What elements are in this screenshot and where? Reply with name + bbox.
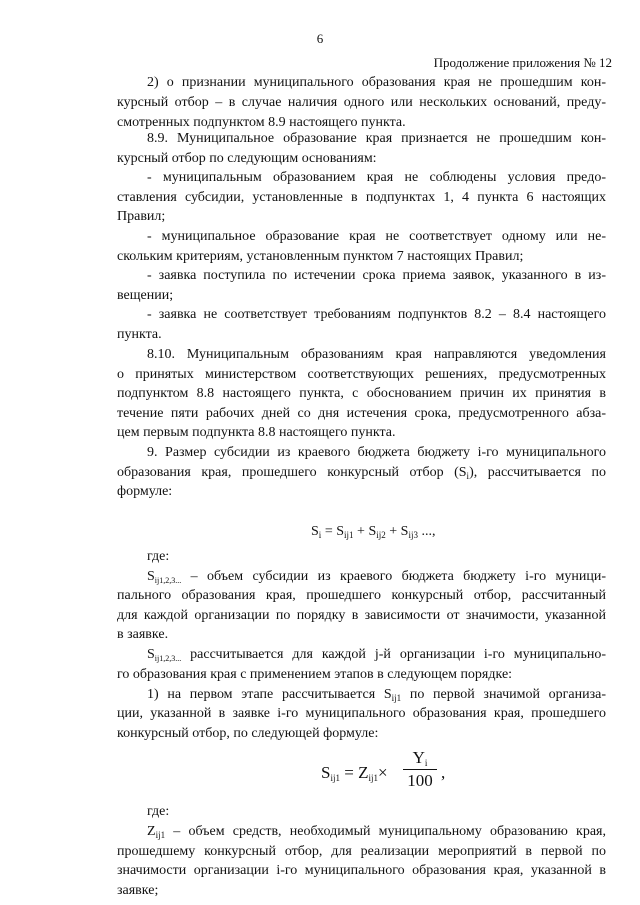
symbol: Y — [412, 748, 425, 767]
subscript: ij1,2,3... — [154, 576, 182, 585]
subscript: ij1 — [368, 773, 378, 783]
operator: + — [353, 524, 369, 539]
symbol: S — [311, 524, 319, 539]
operator: = — [321, 524, 337, 539]
symbol: S — [336, 524, 345, 539]
times-sign: × — [377, 763, 388, 782]
subscript: i — [424, 758, 428, 768]
formula-lhs — [321, 763, 388, 783]
subscript: i — [318, 530, 322, 540]
fraction-numerator — [401, 748, 439, 768]
text-fragment: ), рассчитывается по — [469, 465, 606, 480]
text-fragment: – объем субсидии из краевого бюджета бюджету i-го муници- — [181, 569, 606, 584]
text-line: подпунктом 8.8 настоящего пункта, с обоснованием причин их принятия в — [117, 386, 606, 401]
text-line: цем первым подпункта 8.8 настоящего пункта. — [117, 425, 396, 440]
text-line: 9. Размер субсидии из краевого бюджета бюджету i-го муниципального — [147, 445, 606, 460]
text-line: значимости организации i-го муниципального образования края, указанной в — [117, 863, 606, 878]
text-fragment: по первой значимой организа- — [401, 687, 606, 702]
subscript: ij3 — [408, 530, 418, 540]
text-line: - заявка не соответствует требованиям подпунктов 8.2 – 8.4 настоящего — [147, 307, 606, 322]
text-line: пального образования края, прошедшего конкурсный отбор, рассчитанный — [117, 588, 606, 603]
subscript: ij2 — [376, 530, 386, 540]
text-line: где: — [147, 804, 170, 819]
text-line: - заявка поступила по истечении срока приема заявок, указанного в из- — [147, 268, 606, 283]
symbol: S — [147, 569, 155, 584]
text-line: 8.10. Муниципальным образованиям края направляются уведомления — [147, 347, 606, 362]
subscript: ij1 — [391, 693, 402, 703]
formula-comma: , — [441, 763, 446, 782]
text-line: в заявке. — [117, 627, 169, 642]
page-number: 6 — [316, 31, 324, 46]
text-line: смотренных подпунктом 8.9 настоящего пункта. — [117, 115, 406, 130]
symbol: S — [147, 647, 155, 662]
text-fragment: – объем средств, необходимый муниципальному образованию края, — [165, 824, 606, 839]
text-line: о принятых министерством соответствующих решениях, предусмотренных — [117, 367, 606, 382]
text-line: го образования края с применением этапов в следующем порядке: — [117, 667, 513, 682]
subscript: ij1 — [330, 773, 340, 783]
text-line — [147, 568, 606, 585]
symbol: S — [400, 524, 409, 539]
appendix-note: Продолжение приложения № 12 — [433, 55, 612, 70]
subscript: ij1 — [344, 530, 354, 540]
text-line: для каждой организации по порядку в зависимости от значимости, указанной — [117, 608, 606, 623]
subscript: i — [466, 471, 470, 481]
formula-subsidy-sum — [311, 524, 435, 540]
symbol: S — [368, 524, 377, 539]
text-line: курсный отбор – в случае наличия одного или нескольких оснований, преду- — [117, 95, 606, 110]
symbol: Z — [147, 824, 156, 839]
text-line: Правил; — [117, 209, 166, 224]
text-line: 8.9. Муниципальное образование края признается не прошедшим кон- — [147, 131, 606, 146]
subscript: ij1,2,3... — [154, 654, 182, 663]
formula-first-stage — [321, 748, 451, 792]
text-fragment: 1) на первом этапе рассчитывается S — [147, 687, 392, 702]
fraction-denominator: 100 — [407, 771, 433, 790]
subscript: ij1 — [155, 830, 166, 840]
text-line: пункта. — [117, 327, 162, 342]
text-line: 2) о признании муниципального образования края не прошедшим кон- — [147, 75, 606, 90]
text-line: заявке; — [117, 883, 159, 898]
text-line — [117, 464, 606, 481]
text-fragment: образования края, прошедшего конкурсный отбор (S — [117, 465, 467, 480]
text-line: ции, указанной в заявке i-го муниципального образования края, прошедшего — [117, 706, 606, 721]
text-line: конкурсный отбор, по следующей формуле: — [117, 726, 379, 741]
symbol: S — [321, 763, 331, 782]
text-line: где: — [147, 549, 170, 564]
text-line — [147, 646, 606, 663]
operator: = — [339, 763, 359, 782]
text-fragment: рассчитывается для каждой j-й организации i-го муниципально- — [181, 647, 606, 662]
text-line — [147, 686, 606, 703]
fraction-bar — [403, 769, 437, 770]
text-line: прошедшему конкурсный отбор, для реализации мероприятий в первой по — [117, 844, 606, 859]
text-line: скольким критериям, установленным пунктом 7 настоящих Правил; — [117, 249, 524, 264]
symbol: Z — [358, 763, 369, 782]
text-line: вещении; — [117, 288, 174, 303]
text-line — [147, 823, 606, 840]
text-line: - муниципальным образованием края не соблюдены условия предо- — [147, 170, 606, 185]
text-line: - муниципальное образование края не соответствует одному или не- — [147, 229, 606, 244]
text-line: курсный отбор по следующим основаниям: — [117, 151, 377, 166]
text-line: течение пяти рабочих дней со дня истечения срока, предусмотренного абза- — [117, 406, 606, 421]
text-line: ставления субсидии, установленные в подпунктах 1, 4 пункта 6 настоящих — [117, 190, 606, 205]
operator: + — [385, 524, 401, 539]
text-fragment: ..., — [417, 524, 436, 539]
text-line: формуле: — [117, 484, 173, 499]
